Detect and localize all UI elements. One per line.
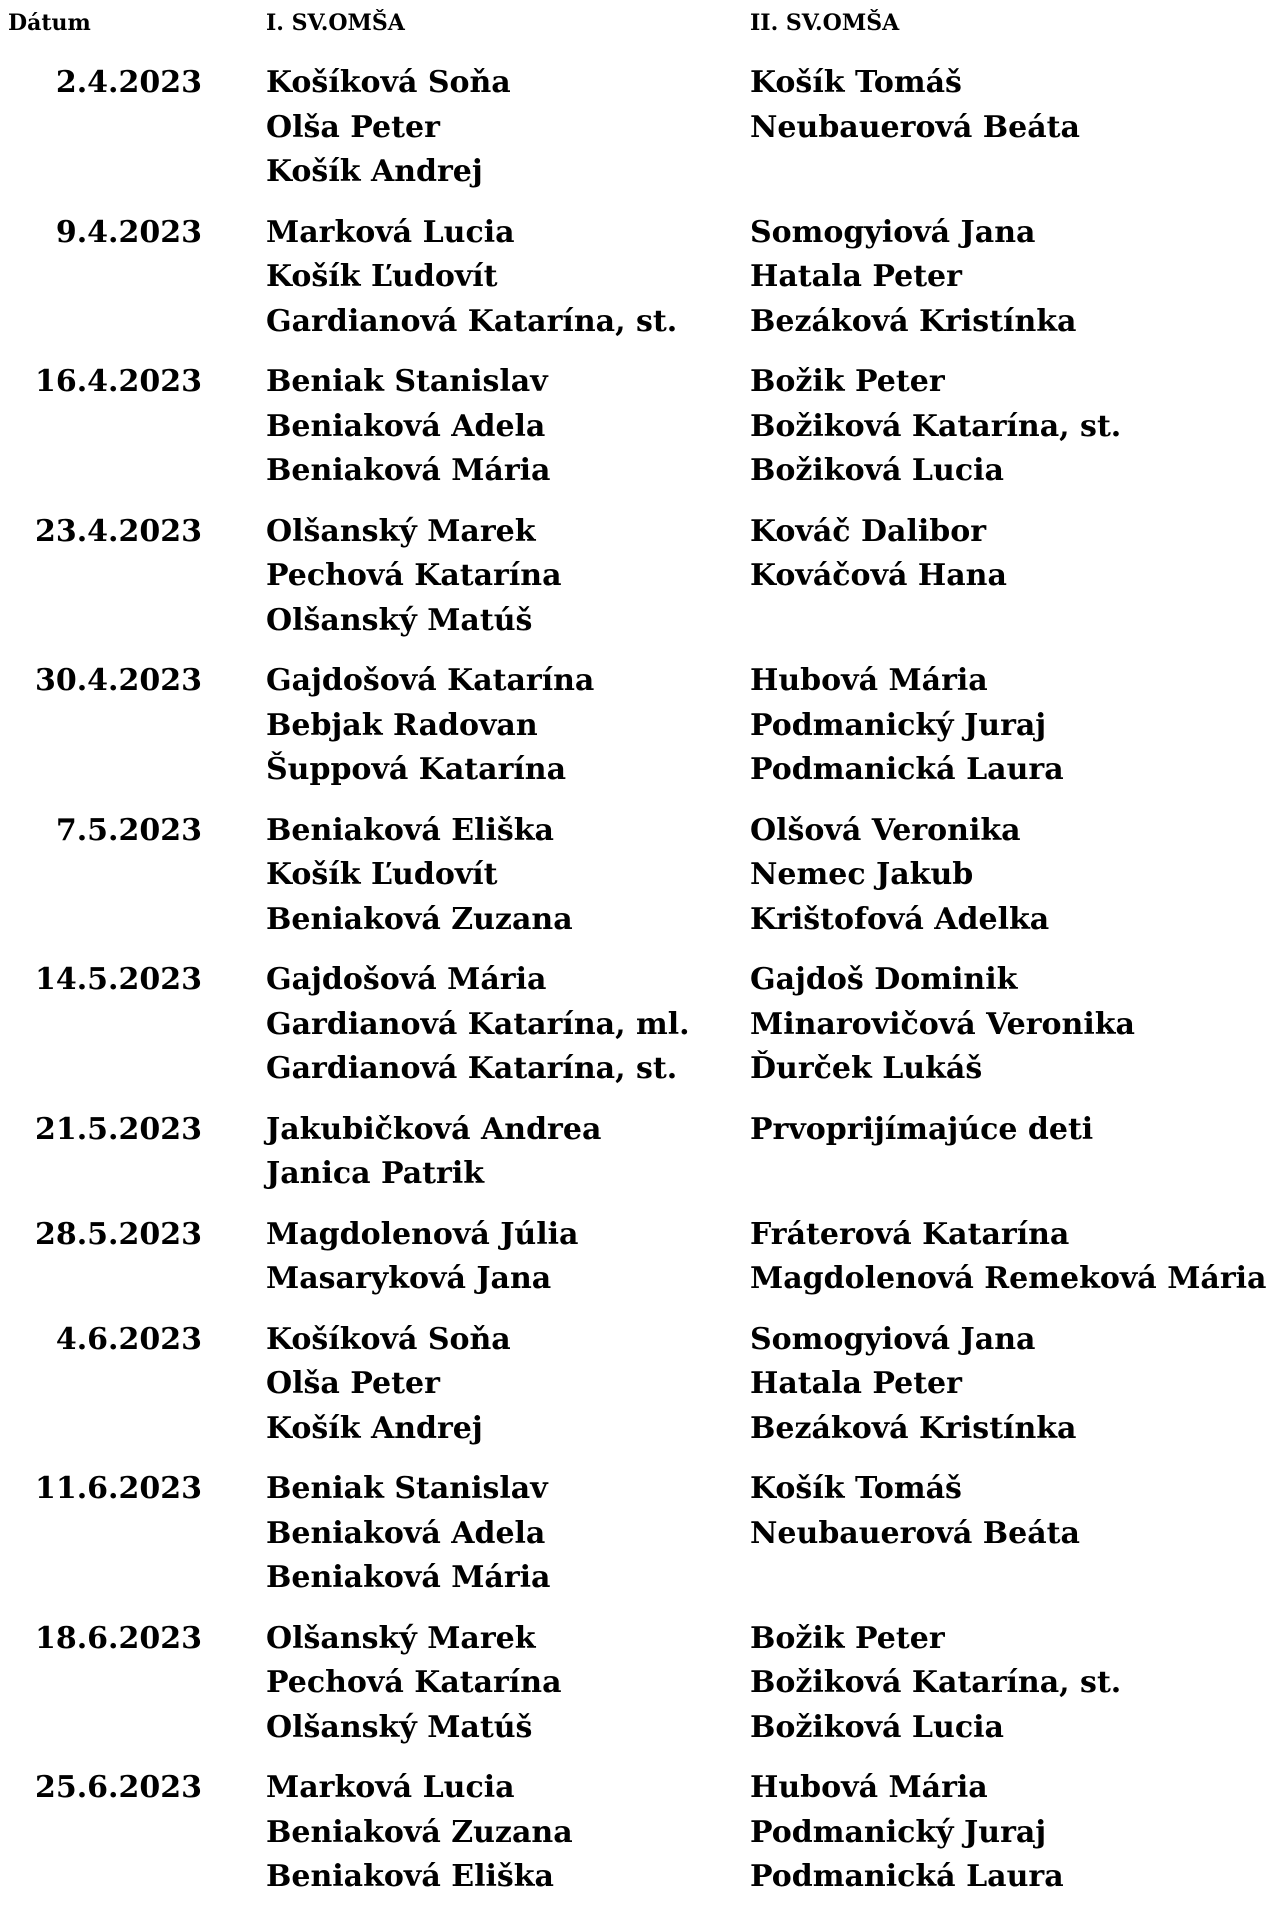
mass-1-names	[266, 1617, 562, 1751]
person-name: Beniaková Zuzana	[266, 901, 573, 937]
person-name: Ďurček Lukáš	[750, 1051, 983, 1086]
person-name: Bebjak Radovan	[266, 707, 538, 743]
person-name: Minarovičová Veronika	[750, 1006, 1135, 1042]
header-mass-1: I. SV.OMŠA	[266, 10, 405, 36]
mass-1-names	[266, 1467, 551, 1601]
mass-2-names	[750, 958, 1135, 1092]
person-name: Božiková Katarína, st.	[750, 1665, 1122, 1700]
mass-2-names	[750, 1213, 1266, 1302]
schedule-row	[0, 360, 1267, 494]
person-name: Gardianová Katarína, st.	[266, 1051, 678, 1086]
mass-1-names	[266, 659, 594, 793]
mass-1-names	[266, 211, 677, 345]
person-name: Gardianová Katarína, st.	[266, 303, 678, 339]
person-name: Božiková Lucia	[750, 1709, 1004, 1745]
person-name: Beniaková Eliška	[266, 1859, 554, 1894]
person-name: Košíková Soňa	[266, 1321, 511, 1357]
mass-1-names	[266, 1766, 573, 1900]
row-date: 2.4.2023	[55, 65, 202, 100]
person-name: Bezáková Kristínka	[750, 303, 1077, 339]
schedule-row	[0, 809, 1267, 943]
row-date: 9.4.2023	[55, 214, 202, 250]
row-date: 18.6.2023	[34, 1620, 202, 1656]
row-date: 23.4.2023	[34, 513, 202, 549]
person-name: Košíková Soňa	[266, 65, 511, 100]
person-name: Božiková Katarína, st.	[750, 408, 1122, 444]
mass-1-names	[266, 958, 690, 1092]
mass-1-names	[266, 1108, 601, 1197]
person-name: Košík Tomáš	[750, 65, 962, 100]
mass-2-names	[750, 1108, 1093, 1153]
person-name: Jakubičková Andrea	[266, 1111, 602, 1147]
header-mass-2: II. SV.OMŠA	[750, 10, 900, 36]
mass-2-names	[750, 360, 1121, 494]
mass-2-names	[750, 211, 1076, 345]
schedule-row	[0, 1213, 1267, 1302]
person-name: Podmanický Juraj	[750, 707, 1047, 743]
person-name: Gardianová Katarína, ml.	[266, 1006, 690, 1042]
person-name: Magdolenová Remeková Mária	[750, 1261, 1267, 1296]
schedule-row	[0, 211, 1267, 345]
mass-1-names	[266, 809, 573, 943]
mass-2-names	[750, 1766, 1064, 1900]
person-name: Masaryková Jana	[266, 1261, 552, 1296]
person-name: Marková Lucia	[266, 214, 515, 250]
mass-1-names	[266, 1213, 578, 1302]
person-name: Pechová Katarína	[266, 558, 562, 593]
person-name: Beniaková Adela	[266, 1515, 546, 1551]
person-name: Košík Ľudovít	[266, 857, 498, 892]
mass-1-names	[266, 510, 562, 644]
schedule-row	[0, 1318, 1267, 1452]
person-name: Košík Andrej	[266, 1410, 483, 1446]
row-date: 4.6.2023	[55, 1321, 202, 1357]
schedule-row	[0, 958, 1267, 1092]
schedule-row	[0, 659, 1267, 793]
mass-1-names	[266, 61, 511, 195]
person-name: Fráterová Katarína	[750, 1216, 1070, 1252]
person-name: Beniaková Mária	[266, 1560, 551, 1595]
person-name: Kováčová Hana	[750, 558, 1007, 593]
person-name: Olša Peter	[266, 109, 440, 145]
person-name: Beniak Stanislav	[266, 364, 548, 399]
row-date: 14.5.2023	[34, 962, 202, 997]
mass-1-names	[266, 1318, 511, 1452]
row-date: 11.6.2023	[34, 1471, 202, 1506]
person-name: Hatala Peter	[750, 259, 962, 294]
person-name: Hatala Peter	[750, 1366, 962, 1401]
schedule-row	[0, 1766, 1267, 1900]
person-name: Košík Andrej	[266, 154, 483, 189]
person-name: Košík Tomáš	[750, 1471, 962, 1506]
person-name: Janica Patrik	[266, 1156, 485, 1191]
schedule-row	[0, 1108, 1267, 1197]
header-date: Dátum	[8, 10, 91, 36]
mass-2-names	[750, 61, 1080, 150]
schedule-rows	[0, 61, 1267, 1900]
person-name: Beniak Stanislav	[266, 1471, 548, 1506]
person-name: Podmanický Juraj	[750, 1814, 1047, 1850]
row-date: 16.4.2023	[34, 364, 202, 399]
person-name: Podmanická Laura	[750, 752, 1064, 787]
row-date: 28.5.2023	[34, 1216, 202, 1252]
mass-2-names	[750, 1467, 1080, 1556]
mass-2-names	[750, 1617, 1121, 1751]
person-name: Šuppová Katarína	[266, 752, 567, 787]
person-name: Olšanský Marek	[266, 1620, 536, 1656]
schedule-row	[0, 510, 1267, 644]
mass-2-names	[750, 659, 1064, 793]
person-name: Podmanická Laura	[750, 1859, 1064, 1894]
schedule-row	[0, 1467, 1267, 1601]
person-name: Božiková Lucia	[750, 453, 1004, 488]
mass-2-names	[750, 1318, 1076, 1452]
schedule-row	[0, 61, 1267, 195]
person-name: Marková Lucia	[266, 1770, 515, 1805]
person-name: Somogyiová Jana	[750, 1321, 1036, 1357]
row-date: 25.6.2023	[34, 1770, 202, 1805]
mass-1-names	[266, 360, 551, 494]
person-name: Olšová Veronika	[750, 812, 1021, 848]
person-name: Božik Peter	[750, 1620, 945, 1656]
person-name: Bezáková Kristínka	[750, 1410, 1077, 1446]
person-name: Hubová Mária	[750, 663, 988, 698]
person-name: Košík Ľudovít	[266, 259, 498, 294]
person-name: Krištofová Adelka	[750, 901, 1050, 937]
person-name: Magdolenová Júlia	[266, 1216, 579, 1252]
person-name: Beniaková Mária	[266, 453, 551, 488]
person-name: Beniaková Adela	[266, 408, 546, 444]
mass-2-names	[750, 510, 1007, 599]
person-name: Hubová Mária	[750, 1770, 988, 1805]
table-header	[0, 6, 1267, 40]
person-name: Beniaková Zuzana	[266, 1814, 573, 1850]
mass-2-names	[750, 809, 1049, 943]
row-date: 7.5.2023	[55, 812, 202, 848]
person-name: Neubauerová Beáta	[750, 1515, 1080, 1551]
person-name: Somogyiová Jana	[750, 214, 1036, 250]
person-name: Gajdoš Dominik	[750, 962, 1018, 997]
person-name: Gajdošová Katarína	[266, 663, 595, 698]
person-name: Nemec Jakub	[750, 857, 974, 892]
person-name: Olšanský Matúš	[266, 602, 533, 638]
person-name: Gajdošová Mária	[266, 962, 547, 997]
row-date: 30.4.2023	[34, 663, 202, 698]
person-name: Neubauerová Beáta	[750, 109, 1080, 145]
person-name: Olšanský Matúš	[266, 1709, 533, 1745]
person-name: Olša Peter	[266, 1366, 440, 1401]
person-name: Olšanský Marek	[266, 513, 536, 549]
person-name: Pechová Katarína	[266, 1665, 562, 1700]
person-name: Beniaková Eliška	[266, 812, 554, 848]
person-name: Božik Peter	[750, 364, 945, 399]
row-date: 21.5.2023	[34, 1111, 202, 1147]
schedule-row	[0, 1617, 1267, 1751]
person-name: Kováč Dalibor	[750, 513, 987, 549]
person-name: Prvoprijímajúce deti	[750, 1111, 1094, 1147]
